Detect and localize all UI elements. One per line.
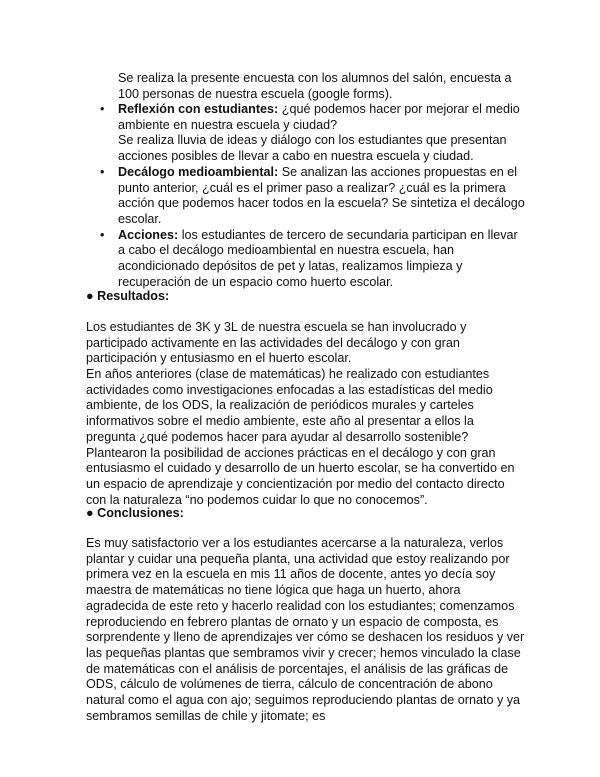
bullet-extra: Se realiza lluvia de ideas y diálogo con los estudiantes que presentan acciones posibles de llevar a cabo en nuestra escuela y ciudad. [118,133,507,164]
list-item [86,102,526,165]
survey-continuation: Se realiza la presente encuesta con los alumnos del salón, encuesta a 100 personas de nuestra escuela (google forms). [118,71,512,101]
bullet-text: los estudiantes de tercero de secundaria participan en llevar a cabo el decálogo medioambiental en nuestra escuela, han acondicionado depósitos de pet y latas, realizamos limpieza y recuperación de un espacio como huerto escolar. [118,227,518,289]
list-item [86,165,526,228]
bullet-title: Reflexión con estudiantes: [118,102,279,116]
conclusiones-heading: Conclusiones: [97,506,184,520]
bullet-text: ¿qué podemos hacer por mejorar el medio ambiente en nuestra escuela y ciudad? [118,102,520,132]
heading-bullet-icon: ● [86,506,94,520]
section-heading-conclusiones [86,506,526,522]
bullet-icon: • [100,227,105,242]
activity-bullet-list [86,102,526,290]
resultados-heading: Resultados: [97,289,170,303]
conclusiones-paragraph-1: Es muy satisfactorio ver a los estudiantes acercarse a la naturaleza, verlos plantar y cuidar una pequeña planta, una actividad que estoy realizando por primera vez en la escuela en mis 11 años de docente, antes yo decía soy maestra de matemáticas no tiene lógica que haga un huerto, ahora agradecida de este reto y hacerlo realidad con los estudiantes; comenzamos reproduciendo en febrero plantas de ornato y un espacio de composta, es sorprendente y lleno de aprendizajes ver cómo se deshacen los residuos y ver las pequeñas plantas que sembramos vivir y crecer; hemos vinculado la clase de matemáticas con el análisis de porcentajes, el análisis de las gráficas de ODS, cálculo de volúmenes de tierra, cálculo de concentración de abono natural como el agua con ajo; seguimos reproduciendo plantas de ornato y ya sembramos semillas de chile y jitomate; es [86,536,525,723]
heading-bullet-icon: ● [86,289,94,303]
resultados-paragraph-2: En años anteriores (clase de matemáticas) he realizado con estudiantes actividades como investigaciones enfocadas a las estadísticas del medio ambiente, de los ODS, la realización de periódicos murales y carteles informativos sobre el medio ambiente, este año al presentar a ellos la pregunta ¿qué podemos hacer para ayudar al desarrollo sostenible? Plantearon la posibilidad de acciones prácticas en el decálogo y con gran entusiasmo el cuidado y desarrollo de un huerto escolar, se ha convertido en un espacio de aprendizaje y concientización por medio del contacto directo con la naturaleza “no podemos cuidar lo que no conocemos”. [86,367,515,507]
list-item [86,228,526,291]
section-heading-resultados [86,289,526,305]
bullet-icon: • [100,164,105,179]
bullet-title: Acciones: [118,227,179,242]
bullet-icon: • [100,102,105,116]
bullet-title: Decálogo medioambiental: [118,164,279,179]
bullet-text: Se analizan las acciones propuestas en el punto anterior, ¿cuál es el primer paso a realizar? ¿cuál es la primera acción que podemos hacer todos en la escuela? Se sintetiza el decálogo escolar. [118,164,525,226]
resultados-paragraph-1: Los estudiantes de 3K y 3L de nuestra escuela se han involucrado y participado activamente en las actividades del decálogo y con gran participación y entusiasmo en el huerto escolar. [86,320,467,366]
